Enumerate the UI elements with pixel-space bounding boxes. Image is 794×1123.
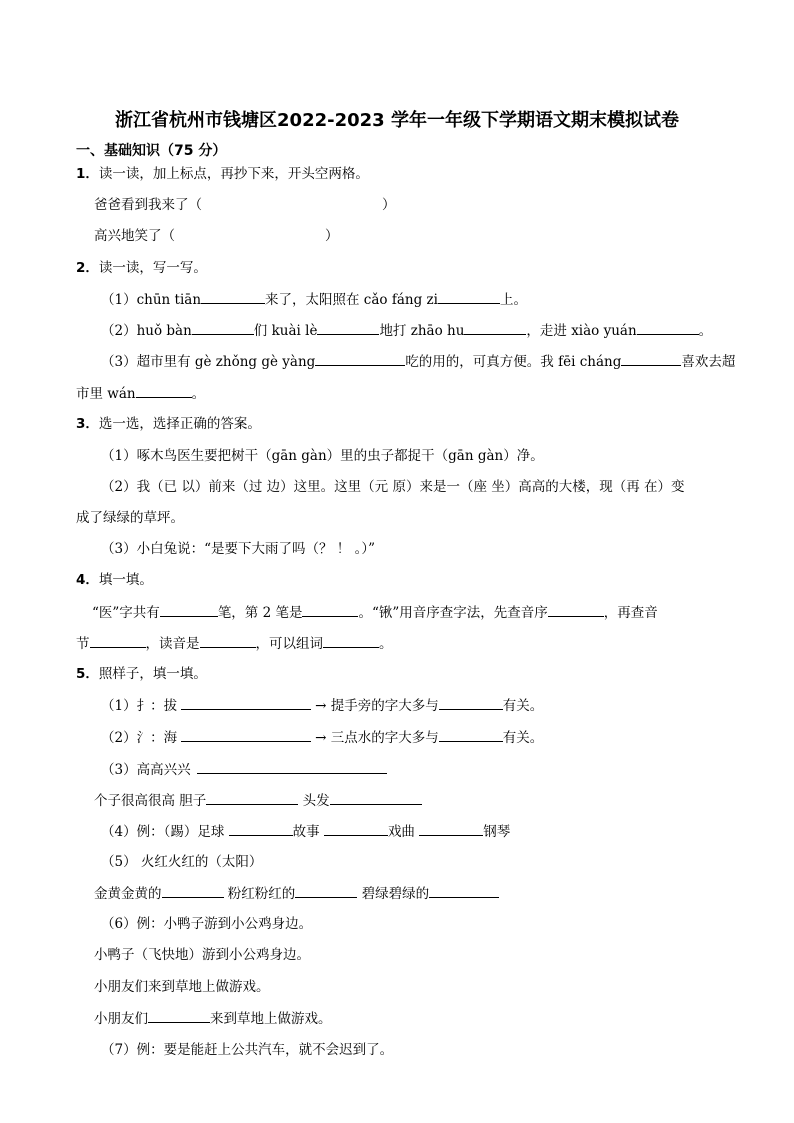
answer-blank[interactable] <box>330 790 422 805</box>
q5-item-6-example-answer: 小鸭子（飞快地）游到小公鸡身边。 <box>94 947 310 963</box>
item-text: 有关。 <box>502 698 544 714</box>
item-text: （2）huǒ bàn <box>101 323 192 339</box>
item-text: 钢琴 <box>483 824 511 840</box>
answer-blank[interactable] <box>229 821 293 836</box>
item-text: 地打 zhāo hu <box>379 323 465 339</box>
item-text: 。“锹”用音序查字法，先查音序 <box>358 605 548 621</box>
item-text: 小朋友们 <box>94 1011 148 1027</box>
q1-text: ） <box>325 228 339 244</box>
answer-blank[interactable] <box>637 320 699 335</box>
item-text: （4）例：（踢）足球 <box>101 824 225 840</box>
question-2 <box>76 258 207 278</box>
question-number: 2． <box>76 260 99 276</box>
q1-line-2 <box>94 226 339 246</box>
q1-line-1 <box>94 195 396 215</box>
page-title: 浙江省杭州市钱塘区2022-2023 学年一年级下学期语文期末模拟试卷 <box>115 110 679 131</box>
question-number: 3． <box>76 416 99 432</box>
q5-item-5: （5） 火红火红的（太阳） <box>101 854 263 870</box>
item-text: 故事 <box>292 824 320 840</box>
answer-blank[interactable] <box>323 633 379 648</box>
item-text: 。 <box>379 636 393 652</box>
answer-blank[interactable] <box>160 602 218 617</box>
item-text: （3）超市里有 gè zhǒng gè yàng <box>101 354 316 370</box>
item-text: （3）高高兴兴 <box>101 762 191 778</box>
q5-item-6-fill <box>94 1008 332 1029</box>
item-text: ，读音是 <box>145 636 200 652</box>
answer-blank[interactable] <box>192 320 254 335</box>
q2-item-1 <box>101 289 527 310</box>
q5-item-6-sentence: 小朋友们来到草地上做游戏。 <box>94 979 270 995</box>
q4-line-2 <box>76 633 393 654</box>
answer-blank[interactable] <box>317 320 379 335</box>
question-stem: 照样子，填一填。 <box>98 666 207 682</box>
question-5 <box>76 664 207 684</box>
answer-blank[interactable] <box>206 790 298 805</box>
item-text: 笔，第 2 笔是 <box>217 605 303 621</box>
q3-item-2-cont: 成了绿绿的草坪。 <box>76 510 184 526</box>
q5-item-1 <box>101 695 543 716</box>
q5-item-5-words <box>94 883 499 904</box>
item-text: 吃的用的，可真方便。我 fēi cháng <box>405 354 622 370</box>
answer-blank[interactable] <box>324 821 388 836</box>
item-text: 节 <box>76 636 90 652</box>
item-text: 金黄金黄的 <box>94 886 162 902</box>
q2-item-3 <box>101 351 735 372</box>
answer-blank[interactable] <box>464 320 526 335</box>
question-stem: 读一读，加上标点，再抄下来，开头空两格。 <box>98 166 369 182</box>
q3-item-1: （1）啄木鸟医生要把树干（gān gàn）里的虫子都捉干（gān gàn）净。 <box>101 448 544 464</box>
answer-blank[interactable] <box>148 1008 210 1023</box>
answer-blank[interactable] <box>295 883 357 898</box>
item-text: 粉红粉红的 <box>227 886 296 902</box>
item-text: 。 <box>698 323 713 339</box>
q5-item-7-example: （7）例：要是能赶上公共汽车，就不会迟到了。 <box>101 1042 394 1058</box>
q2-item-2 <box>101 320 712 341</box>
answer-blank[interactable] <box>438 289 500 304</box>
question-stem: 读一读，写一写。 <box>98 260 207 276</box>
item-text: ，再查音 <box>603 605 658 621</box>
question-number: 1． <box>76 166 99 182</box>
item-text: 有关。 <box>502 730 544 746</box>
answer-blank[interactable] <box>548 602 604 617</box>
answer-blank[interactable] <box>197 759 387 774</box>
question-4 <box>76 570 153 590</box>
question-1 <box>76 164 369 184</box>
item-text: 头发 <box>302 793 330 809</box>
answer-blank[interactable] <box>181 695 311 710</box>
answer-blank[interactable] <box>429 883 499 898</box>
item-text: “医”字共有 <box>92 605 160 621</box>
answer-blank[interactable] <box>136 383 192 398</box>
q5-item-3 <box>101 759 387 780</box>
section-heading: 一、基础知识（75 分） <box>76 143 227 159</box>
answer-blank[interactable] <box>621 351 681 366</box>
answer-blank[interactable] <box>201 289 265 304</box>
q5-item-4 <box>101 821 510 842</box>
question-stem: 选一选，选择正确的答案。 <box>98 416 261 432</box>
question-stem: 填一填。 <box>98 572 153 588</box>
item-text: 碧绿碧绿的 <box>361 886 430 902</box>
q5-item-2 <box>101 727 543 748</box>
item-text: 来到草地上做游戏。 <box>210 1011 332 1027</box>
item-text: 戏曲 <box>387 824 415 840</box>
item-text: 上。 <box>499 292 527 308</box>
item-text: （1）扌：拔 <box>101 698 178 714</box>
item-text: 们 kuài lè <box>253 323 318 339</box>
answer-blank[interactable] <box>439 727 503 742</box>
answer-blank[interactable] <box>439 695 503 710</box>
item-text: 市里 wán <box>76 386 136 402</box>
answer-blank[interactable] <box>302 602 358 617</box>
q2-item-3-cont <box>76 383 205 404</box>
q3-item-2: （2）我（已 以）前来（过 边）这里。这里（元 原）来是一（座 坐）高高的大楼，现（再 在）变 <box>101 479 685 495</box>
item-text: → 三点水的字大多与 <box>315 730 439 746</box>
answer-blank[interactable] <box>315 351 405 366</box>
answer-blank[interactable] <box>181 727 311 742</box>
item-text: （1）chūn tiān <box>101 292 202 308</box>
item-text: 胆子 <box>179 793 207 809</box>
q1-text: 爸爸看到我来了（ <box>94 197 202 213</box>
question-number: 5． <box>76 666 99 682</box>
question-number: 4． <box>76 572 99 588</box>
item-text: 喜欢去超 <box>681 354 736 370</box>
item-text: 个子很高很高 <box>94 793 175 809</box>
answer-blank[interactable] <box>419 821 483 836</box>
q1-text: 高兴地笑了（ <box>94 228 175 244</box>
question-3 <box>76 414 261 434</box>
q3-item-3: （3）小白兔说：“是要下大雨了吗（？ ！ 。）” <box>101 541 375 557</box>
answer-blank[interactable] <box>162 883 224 898</box>
item-text: → 提手旁的字大多与 <box>315 698 439 714</box>
answer-blank[interactable] <box>90 633 146 648</box>
answer-blank[interactable] <box>200 633 256 648</box>
q5-item-6-example: （6）例：小鸭子游到小公鸡身边。 <box>101 916 313 932</box>
item-text: ，可以组词 <box>255 636 323 652</box>
item-text: 。 <box>191 386 206 402</box>
item-text: （2）氵：海 <box>101 730 178 746</box>
item-text: ，走进 xiào yuán <box>526 323 637 339</box>
q1-text: ） <box>382 197 396 213</box>
q5-item-3-words <box>94 790 422 811</box>
item-text: 来了，太阳照在 cǎo fáng zi <box>265 292 438 308</box>
q4-line-1 <box>92 602 658 623</box>
